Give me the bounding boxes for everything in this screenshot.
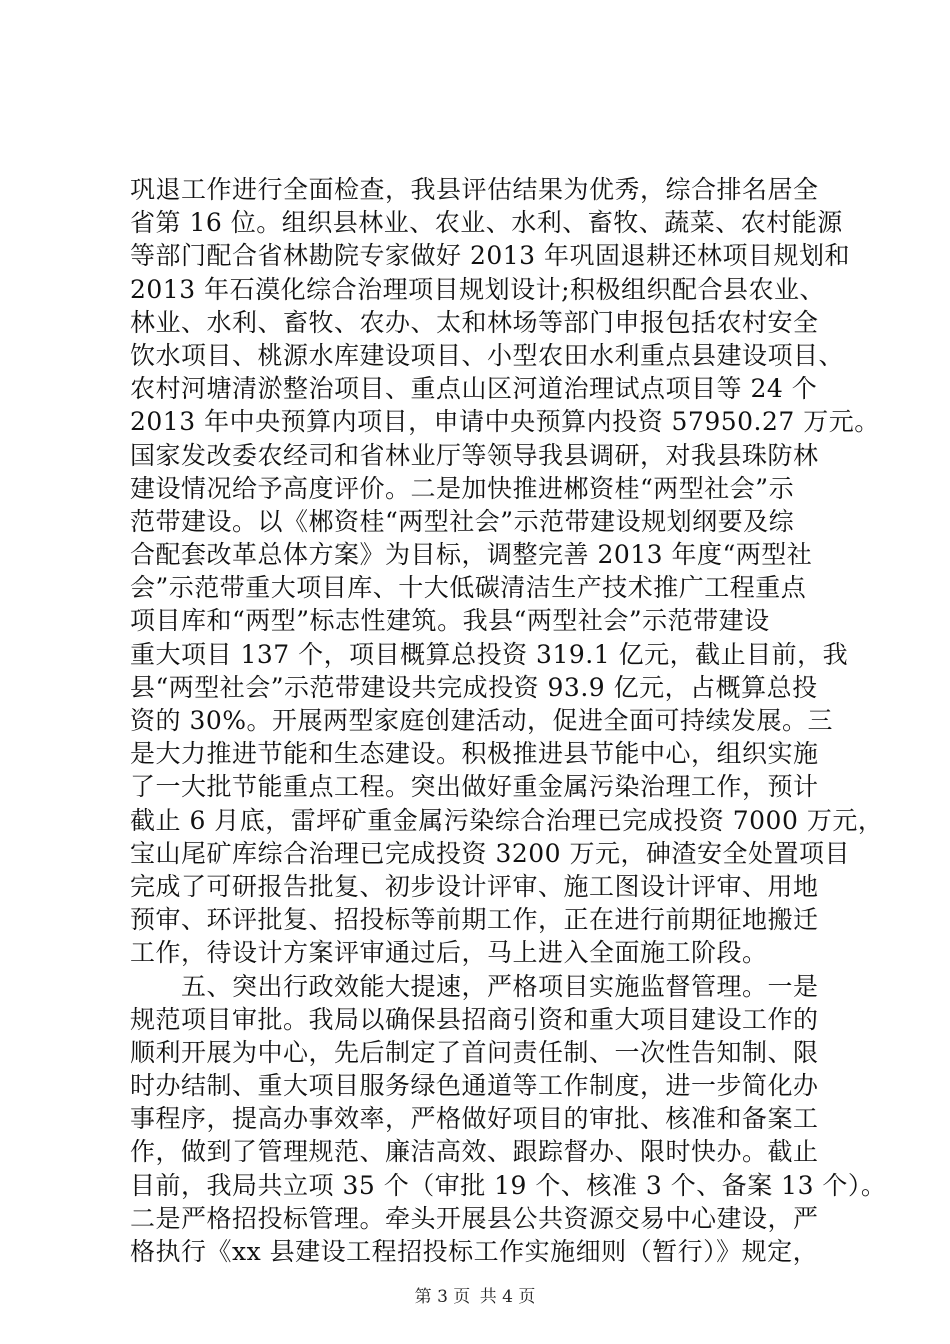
text-line: 目前，我局共立项 35 个（审批 19 个、核准 3 个、备案 13 个）。	[130, 1170, 887, 1200]
text-line: 项目库和“两型”标志性建筑。我县“两型社会”示范带建设	[130, 606, 770, 636]
text-line: 作，做到了管理规范、廉洁高效、跟踪督办、限时快办。截止	[130, 1137, 819, 1167]
text-line: 资的 30%。开展两型家庭创建活动，促进全面可持续发展。三	[130, 706, 834, 735]
text-line: 二是严格招投标管理。牵头开展县公共资源交易中心建设，严	[130, 1203, 819, 1233]
text-line: 预审、环评批复、招投标等前期工作，正在进行前期征地搬迁	[130, 905, 819, 935]
text-line: 国家发改委农经司和省林业厅等领导我县调研，对我县珠防林	[130, 440, 819, 470]
text-line: 工作，待设计方案评审通过后，马上进入全面施工阶段。	[130, 938, 768, 968]
text-line: 规范项目审批。我局以确保县招商引资和重大项目建设工作的	[130, 1004, 819, 1034]
text-line: 宝山尾矿库综合治理已完成投资 3200 万元，砷渣安全处置项目	[130, 838, 851, 868]
text-line: 了一大批节能重点工程。突出做好重金属污染治理工作，预计	[130, 772, 819, 802]
text-line: 会”示范带重大项目库、十大低碳清洁生产技术推广工程重点	[130, 573, 807, 603]
text-line: 2013 年中央预算内项目，申请中央预算内投资 57950.27 万元。	[130, 407, 880, 437]
text-line: 时办结制、重大项目服务绿色通道等工作制度，进一步简化办	[130, 1071, 819, 1101]
text-line: 合配套改革总体方案》为目标，调整完善 2013 年度“两型社	[130, 540, 813, 570]
page-total: 共 4 页	[479, 1287, 536, 1307]
text-line: 五、突出行政效能大提速，严格项目实施监督管理。一是	[130, 971, 819, 1001]
body-text	[130, 173, 887, 1268]
text-line: 林业、水利、畜牧、农办、太和林场等部门申报包括农村安全	[130, 307, 819, 337]
text-line: 农村河塘清淤整治项目、重点山区河道治理试点项目等 24 个	[130, 374, 818, 404]
page-footer	[0, 1282, 950, 1307]
page-number: 第 3 页	[414, 1287, 471, 1307]
text-line: 是大力推进节能和生态建设。积极推进县节能中心，组织实施	[130, 739, 819, 769]
text-line: 等部门配合省林勘院专家做好 2013 年巩固退耕还林项目规划和	[130, 241, 851, 271]
text-line: 饮水项目、桃源水库建设项目、小型农田水利重点县建设项目、	[130, 340, 845, 370]
text-line: 2013 年石漠化综合治理项目规划设计;积极组织配合县农业、	[130, 274, 825, 304]
text-line: 重大项目 137 个，项目概算总投资 319.1 亿元，截止目前，我	[130, 639, 849, 669]
text-line: 顺利开展为中心，先后制定了首问责任制、一次性告知制、限	[130, 1037, 819, 1067]
text-line: 省第 16 位。组织县林业、农业、水利、畜牧、蔬菜、农村能源	[130, 208, 843, 238]
text-line: 事程序，提高办事效率，严格做好项目的审批、核准和备案工	[130, 1104, 819, 1134]
text-line: 格执行《xx 县建设工程招投标工作实施细则（暂行）》规定，	[130, 1237, 819, 1266]
text-line: 范带建设。以《郴资桂“两型社会”示范带建设规划纲要及综	[130, 506, 795, 536]
text-line: 巩退工作进行全面检查，我县评估结果为优秀，综合排名居全	[130, 175, 819, 204]
text-line: 完成了可研报告批复、初步设计评审、施工图设计评审、用地	[130, 871, 819, 901]
text-line: 建设情况给予高度评价。二是加快推进郴资桂“两型社会”示	[130, 473, 795, 503]
text-line: 县“两型社会”示范带建设共完成投资 93.9 亿元，占概算总投	[130, 672, 818, 702]
text-line: 截止 6 月底，雷坪矿重金属污染综合治理已完成投资 7000 万元，	[130, 805, 884, 835]
